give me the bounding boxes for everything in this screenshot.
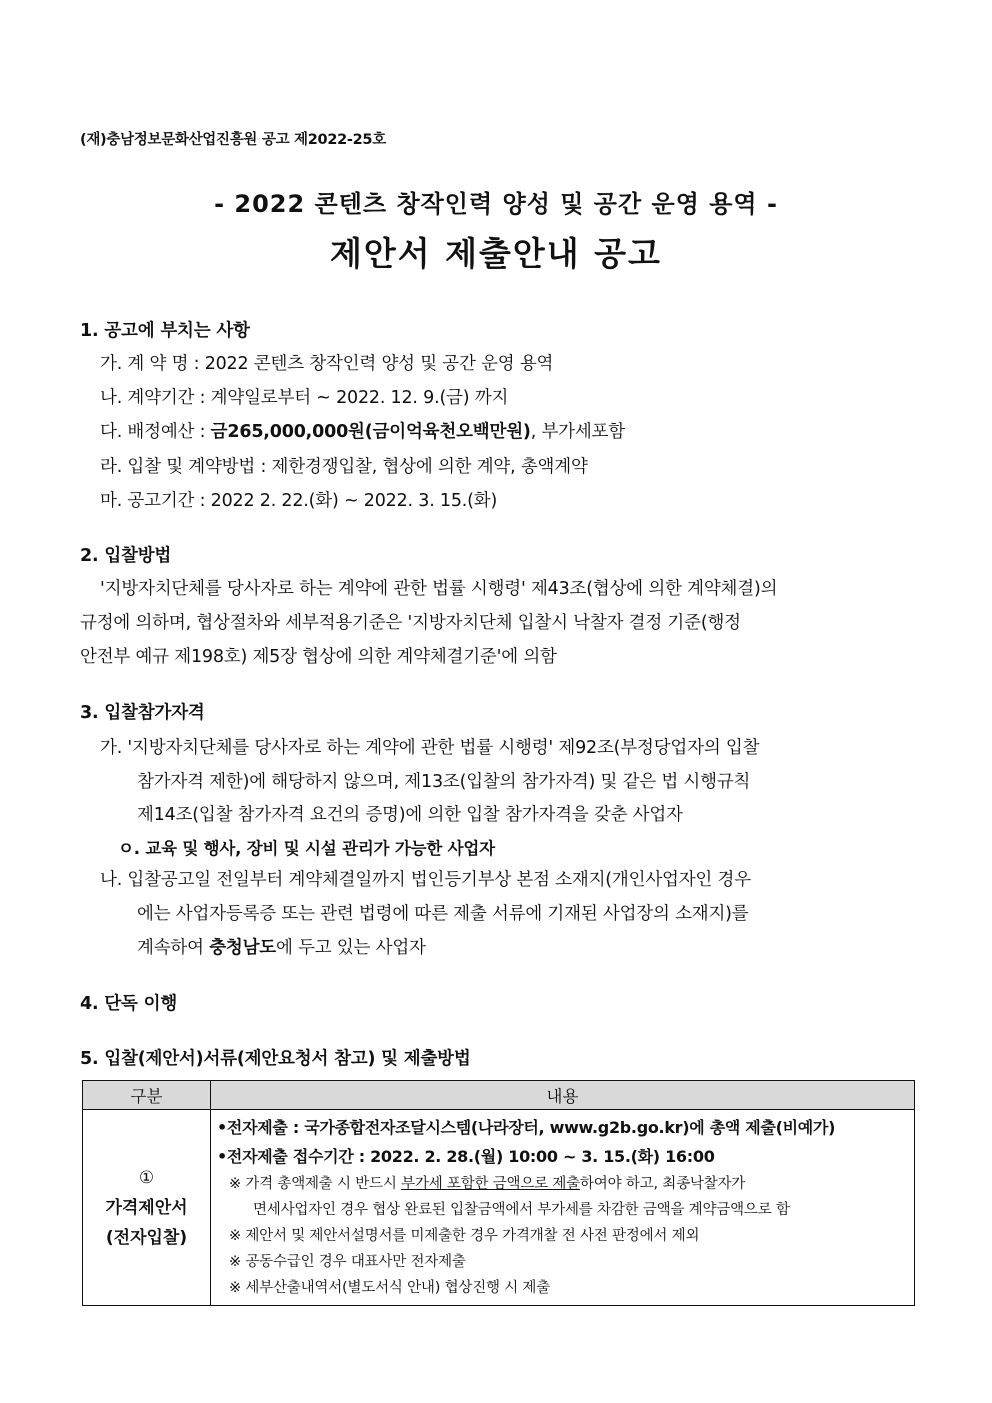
category-number: ①: [138, 1167, 155, 1188]
section5-heading: 5. 입찰(제안서)서류(제안요청서 참고) 및 제출방법: [80, 1049, 471, 1069]
section1-heading: 1. 공고에 부치는 사항: [80, 321, 250, 341]
budget-suffix: , 부가세포함: [530, 422, 625, 442]
submission-table: [82, 1080, 915, 1306]
section1-item-e: 마. 공고기간 : 2022 2. 22.(화) ~ 2022. 3. 15.(화): [100, 491, 498, 511]
table-header-row: [83, 1081, 915, 1110]
table-content-cell: [211, 1110, 915, 1306]
table-row: [83, 1110, 915, 1306]
content-main-2: •전자제출 접수기간 : 2022. 2. 28.(월) 10:00 ~ 3. 15.(화) 16:00: [217, 1147, 715, 1166]
item-b-region: 충청남도: [209, 938, 277, 958]
page-title: 제안서 제출안내 공고: [330, 234, 662, 273]
notice-number: (재)충남정보문화산업진흥원 공고 제2022-25호: [80, 132, 386, 148]
content-note-2: ※ 제안서 및 제안서설명서를 미제출한 경우 가격개찰 전 사전 판정에서 제외: [229, 1228, 700, 1244]
category-line1: 가격제안서: [105, 1197, 188, 1218]
table-header-category: 구분: [83, 1081, 211, 1110]
section3-heading: 3. 입찰참가자격: [80, 703, 205, 723]
section1-item-c: [100, 418, 625, 443]
section3-item-a-line: 참가자격 제한)에 해당하지 않으며, 제13조(입찰의 참가자격) 및 같은 법 시행규칙: [137, 772, 751, 792]
section2-line: 안전부 예규 제198호) 제5장 협상에 의한 계약체결기준'에 의함: [80, 647, 557, 667]
category-line2: (전자입찰): [105, 1227, 188, 1248]
note1-suffix: 하여야 하고, 최종낙찰자가: [580, 1176, 746, 1192]
title-subtitle: - 2022 콘텐츠 창작인력 양성 및 공간 운영 용역 -: [214, 190, 778, 218]
content-main-1: •전자제출 : 국가종합전자조달시스템(나라장터, www.g2b.go.kr)에 총액 제출(비예가): [217, 1118, 836, 1137]
content-note-1-cont: 면세사업자인 경우 협상 완료된 입찰금액에서 부가세를 차감한 금액을 계약금액으로 함: [253, 1202, 790, 1218]
section2-heading: 2. 입찰방법: [80, 546, 172, 566]
content-note-4: ※ 세부산출내역서(별도서식 안내) 협상진행 시 제출: [229, 1280, 551, 1296]
content-note-3: ※ 공동수급인 경우 대표사만 전자제출: [229, 1254, 466, 1270]
item-b-suffix: 에 두고 있는 사업자: [276, 938, 426, 958]
budget-label: 다. 배정예산 :: [100, 422, 211, 442]
item-b-prefix: 계속하여: [137, 938, 210, 958]
note1-prefix: ※ 가격 총액제출 시 반드시: [229, 1176, 402, 1192]
section3-item-b-line: 에는 사업자등록증 또는 관련 법령에 따른 제출 서류에 기재된 사업장의 소재지)를: [137, 904, 749, 924]
section1-item-d: 라. 입찰 및 계약방법 : 제한경쟁입찰, 협상에 의한 계약, 총액계약: [100, 457, 588, 477]
section1-item-b: 나. 계약기간 : 계약일로부터 ~ 2022. 12. 9.(금) 까지: [100, 388, 509, 408]
section2-line: '지방자치단체를 당사자로 하는 계약에 관한 법률 시행령' 제43조(협상에 의한 계약체결)의: [100, 579, 778, 599]
section3-item-a-line: 제14조(입찰 참가자격 요건의 증명)에 의한 입찰 참가자격을 갖춘 사업자: [137, 805, 683, 825]
section3-item-b-line: [137, 934, 426, 959]
section1-item-a: 가. 계 약 명 : 2022 콘텐츠 창작인력 양성 및 공간 운영 용역: [100, 354, 554, 374]
section2-line: 규정에 의하며, 협상절차와 세부적용기준은 '지방자치단체 입찰시 낙찰자 결정 기준(행정: [80, 613, 741, 633]
budget-amount: 금265,000,000원(금이억육천오백만원): [210, 422, 531, 442]
section3-item-b-line: 나. 입찰공고일 전일부터 계약체결일까지 법인등기부상 본점 소재지(개인사업자인 경우: [100, 870, 751, 890]
section4-heading: 4. 단독 이행: [80, 994, 178, 1014]
table-category-cell: [83, 1110, 211, 1306]
section3-item-a-line: 가. '지방자치단체를 당사자로 하는 계약에 관한 법률 시행령' 제92조(부정당업자의 입찰: [100, 738, 760, 758]
content-note-1: [217, 1171, 908, 1197]
section3-sub-item: ㅇ. 교육 및 행사, 장비 및 시설 관리가 가능한 사업자: [118, 839, 495, 858]
note1-underline: 부가세 포함한 금액으로 제출: [401, 1176, 580, 1192]
table-header-content: 내용: [211, 1081, 915, 1110]
